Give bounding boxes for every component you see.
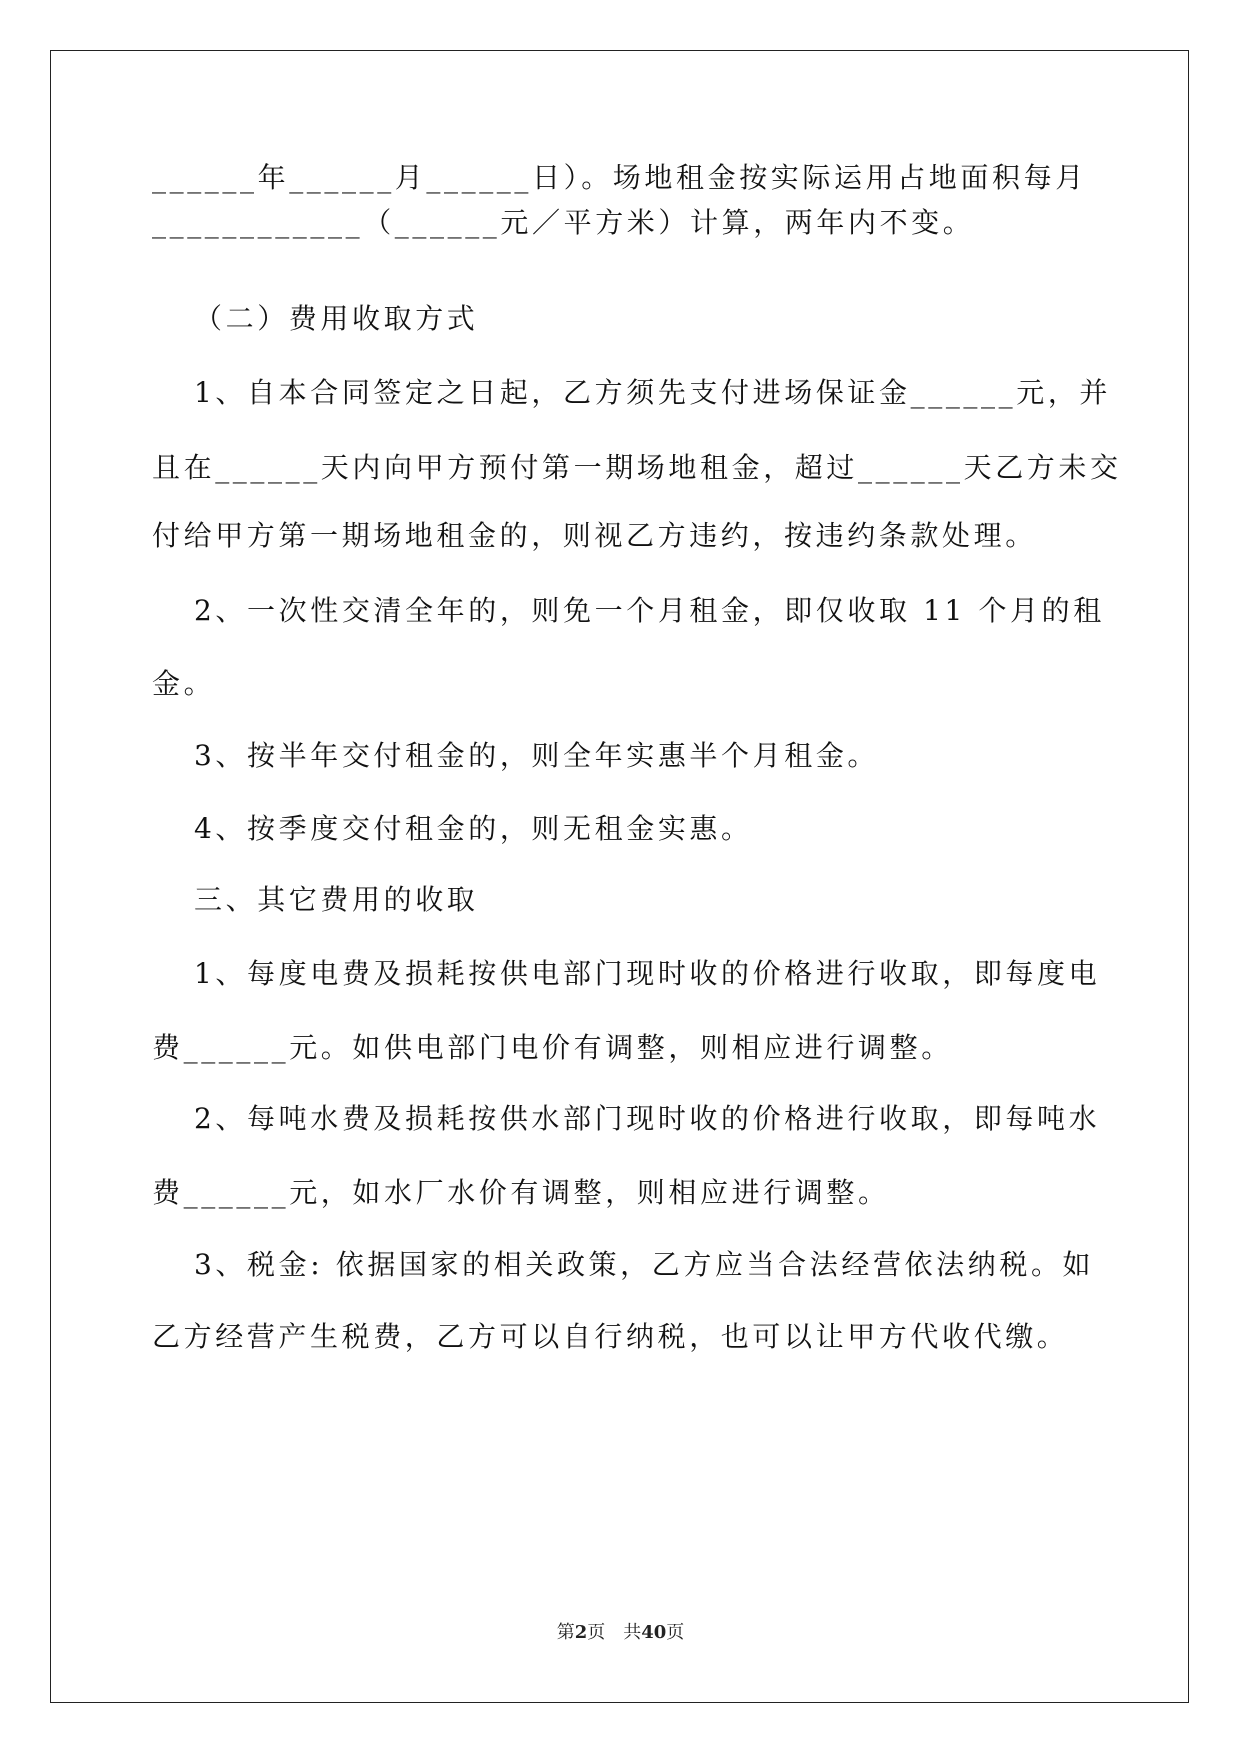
text-line: 乙方经营产生税费，乙方可以自行纳税，也可以让甲方代收代缴。 <box>152 1320 1069 1353</box>
text-line: 4、按季度交付租金的，则无租金实惠。 <box>194 812 753 845</box>
section-heading: 三、其它费用的收取 <box>194 883 479 916</box>
footer-prefix: 第 <box>556 1622 575 1643</box>
text-line: 3、税金: 依据国家的相关政策，乙方应当合法经营依法纳税。如 <box>194 1248 1095 1281</box>
page-border <box>50 50 1189 1703</box>
footer-middle: 页 共 <box>587 1622 642 1643</box>
current-page-number: 2 <box>574 1622 588 1643</box>
footer-suffix: 页 <box>666 1622 685 1643</box>
text-line: 2、一次性交清全年的，则免一个月租金，即仅收取 11 个月的租 <box>194 594 1105 627</box>
text-line: 1、每度电费及损耗按供电部门现时收的价格进行收取，即每度电 <box>194 957 1101 990</box>
total-page-count: 40 <box>641 1622 667 1643</box>
text-line: 2、每吨水费及损耗按供水部门现时收的价格进行收取，即每吨水 <box>194 1102 1101 1135</box>
text-line: ______年______月______日）。场地租金按实际运用占地面积每月 <box>152 161 1087 194</box>
page-number-footer <box>0 1618 1241 1644</box>
text-line: 且在______天内向甲方预付第一期场地租金，超过______天乙方未交 <box>152 451 1122 484</box>
text-line: 费______元，如水厂水价有调整，则相应进行调整。 <box>152 1176 890 1209</box>
text-line: 3、按半年交付租金的，则全年实惠半个月租金。 <box>194 739 880 772</box>
text-line: 付给甲方第一期场地租金的，则视乙方违约，按违约条款处理。 <box>152 519 1037 552</box>
text-line: 1、自本合同签定之日起，乙方须先支付进场保证金______元，并 <box>194 376 1112 409</box>
text-line: ____________（______元／平方米）计算，两年内不变。 <box>152 206 975 239</box>
text-line: 金。 <box>152 667 216 700</box>
section-heading: （二）费用收取方式 <box>194 302 479 335</box>
text-line: 费______元。如供电部门电价有调整，则相应进行调整。 <box>152 1031 953 1064</box>
